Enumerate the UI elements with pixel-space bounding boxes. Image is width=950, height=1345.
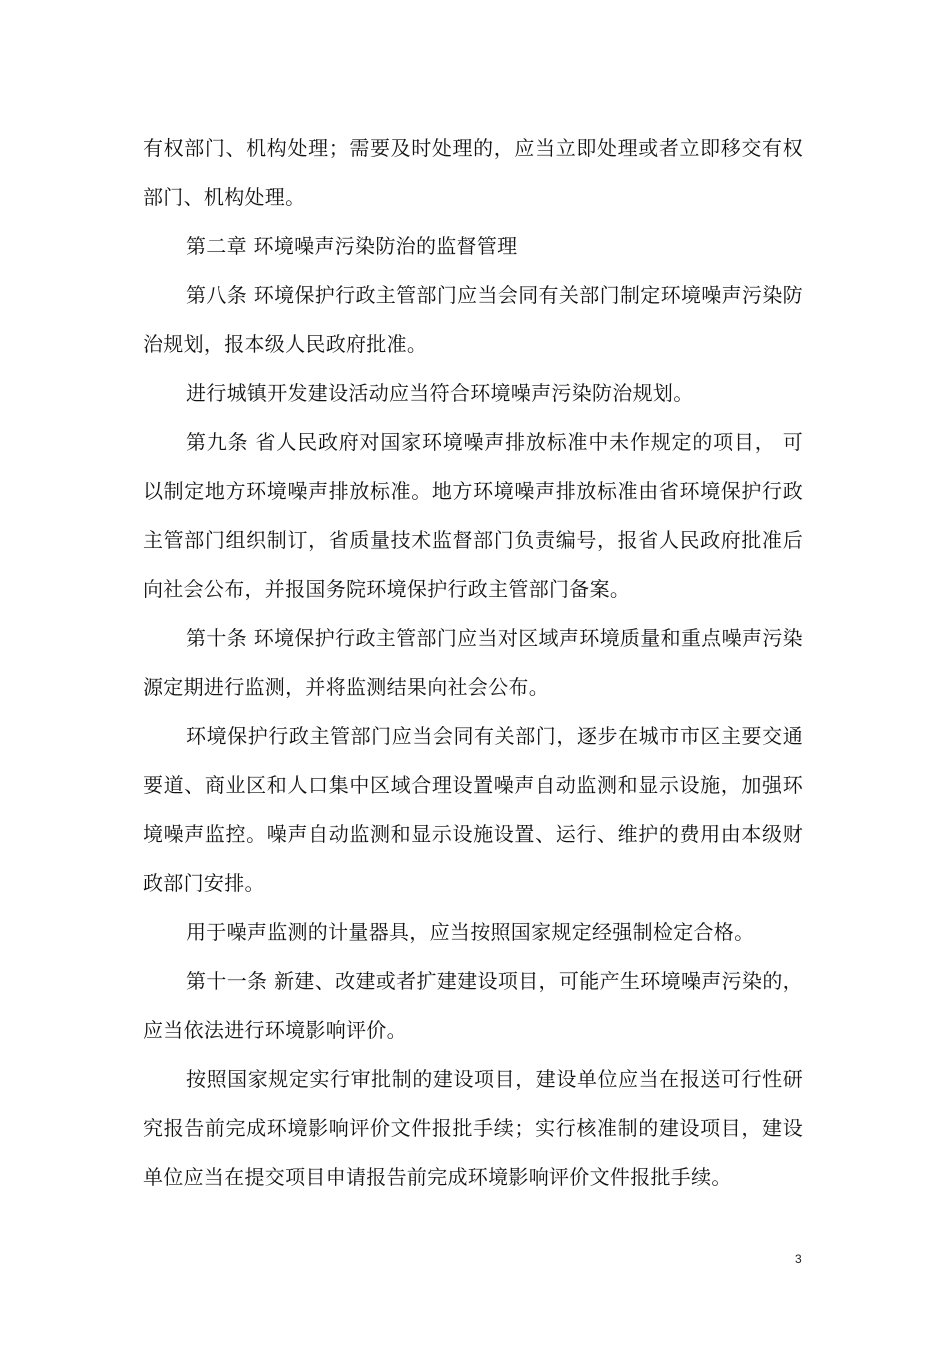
article-10: 第十条 环境保护行政主管部门应当对区域声环境质量和重点噪声污染源定期进行监测，并将监测结果向社会公布。: [143, 626, 803, 699]
document-body: [143, 124, 803, 1202]
article-8-paragraph-2: 进行城镇开发建设活动应当符合环境噪声污染防治规划。: [186, 381, 694, 405]
article-11-paragraph-2: 按照国家规定实行审批制的建设项目，建设单位应当在报送可行性研究报告前完成环境影响评价文件报批手续；实行核准制的建设项目，建设单位应当在提交项目申请报告前完成环境影响评价文件报批手续。: [143, 1067, 803, 1189]
article-10-paragraph-2: 环境保护行政主管部门应当会同有关部门，逐步在城市市区主要交通要道、商业区和人口集中区域合理设置噪声自动监测和显示设施，加强环境噪声监控。噪声自动监测和显示设施设置、运行、维护的费用由本级财政部门安排。: [143, 724, 803, 895]
chapter-heading: 第二章 环境噪声污染防治的监督管理: [186, 234, 518, 258]
article-11: 第十一条 新建、改建或者扩建建设项目，可能产生环境噪声污染的，应当依法进行环境影响评价。: [143, 969, 803, 1042]
article-9: 第九条 省人民政府对国家环境噪声排放标准中未作规定的项目， 可以制定地方环境噪声排放标准。地方环境噪声排放标准由省环境保护行政主管部门组织制订，省质量技术监督部门负责编号，报省人民政府批准后向社会公布，并报国务院环境保护行政主管部门备案。: [143, 430, 803, 601]
article-10-paragraph-3: 用于噪声监测的计量器具，应当按照国家规定经强制检定合格。: [186, 920, 755, 944]
page-number: 3: [795, 1252, 802, 1266]
paragraph-continuation: 有权部门、机构处理；需要及时处理的，应当立即处理或者立即移交有权部门、机构处理。: [143, 136, 803, 209]
article-8: 第八条 环境保护行政主管部门应当会同有关部门制定环境噪声污染防治规划，报本级人民政府批准。: [143, 283, 803, 356]
